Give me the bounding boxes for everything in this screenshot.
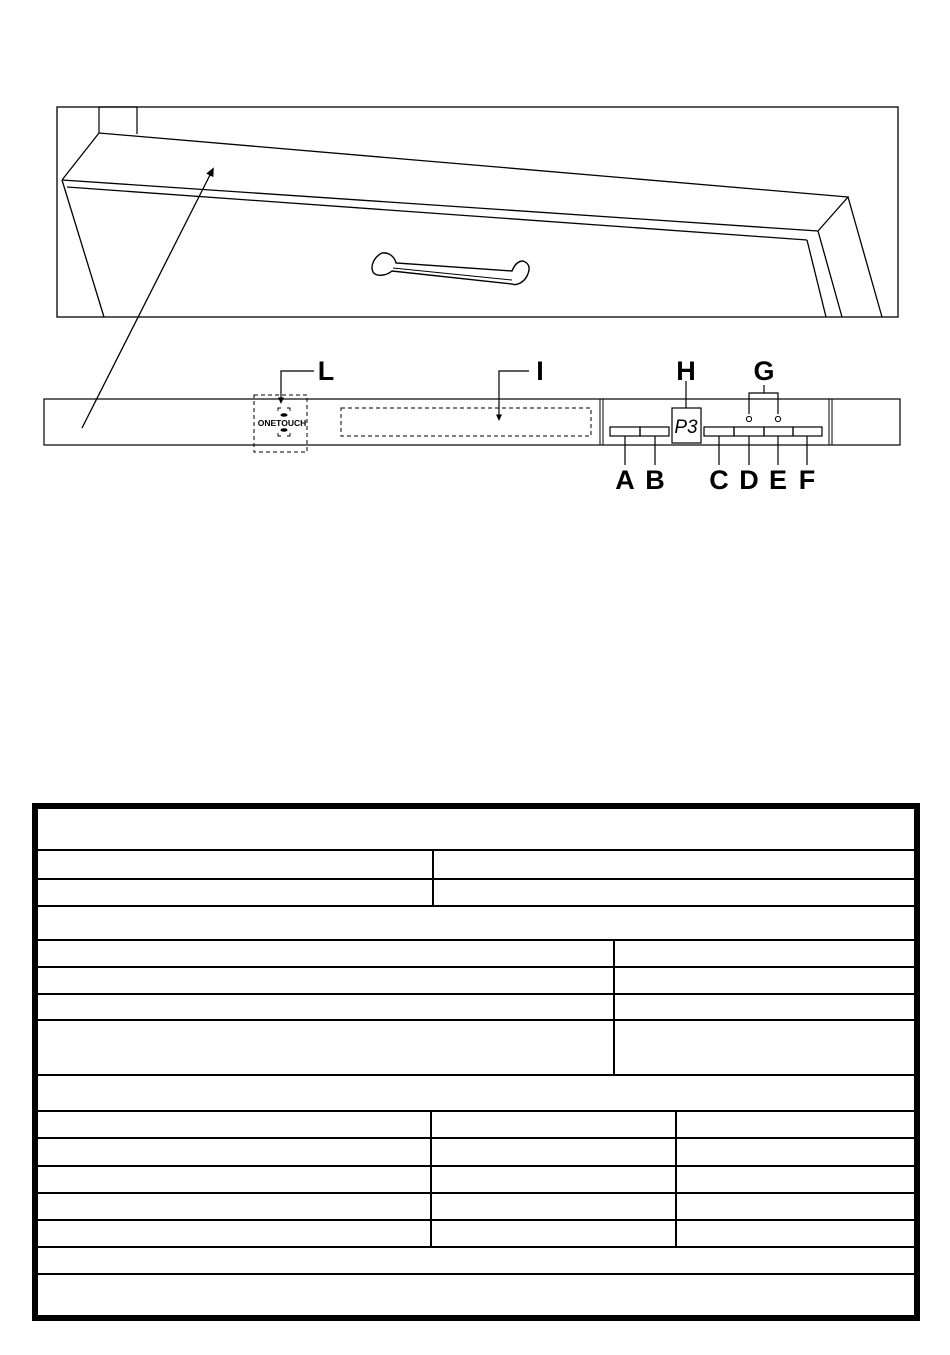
table-row xyxy=(38,941,914,968)
table-cell xyxy=(432,1194,677,1219)
callout-h: H xyxy=(676,356,696,386)
button-b[interactable] xyxy=(640,427,669,436)
callout-i: I xyxy=(536,356,544,386)
callout-c: C xyxy=(709,465,729,495)
table-section-row xyxy=(38,907,914,941)
table-row xyxy=(38,1167,914,1194)
label-zone xyxy=(341,408,591,436)
table-cell xyxy=(38,995,615,1019)
table-row xyxy=(38,1221,914,1248)
door-left-side xyxy=(62,180,104,317)
door-perspective-view xyxy=(57,107,898,317)
door-pointer-arrow xyxy=(82,171,212,428)
callout-l: L xyxy=(317,356,335,386)
table-cell xyxy=(432,1139,677,1165)
table-cell xyxy=(38,1139,432,1165)
table-cell xyxy=(38,968,615,993)
table-cell xyxy=(432,1112,677,1137)
callout-a: A xyxy=(615,465,635,495)
table-section-row xyxy=(38,1076,914,1112)
table-footer-row xyxy=(38,1275,914,1315)
countertop-corner xyxy=(99,107,137,134)
display-value: P3 xyxy=(674,417,698,438)
door-right-side xyxy=(848,197,882,317)
table-row xyxy=(38,1139,914,1167)
button-f[interactable] xyxy=(793,427,822,436)
indicator-light-2 xyxy=(775,416,780,421)
table-cell xyxy=(38,941,615,966)
control-panel-outline xyxy=(44,399,900,445)
callout-d: D xyxy=(739,465,759,495)
table-header-row xyxy=(38,809,914,851)
table-cell xyxy=(38,880,434,905)
table-row xyxy=(38,1021,914,1076)
table-cell xyxy=(38,1194,432,1219)
door-top-edge xyxy=(62,133,848,231)
table-cell xyxy=(38,851,434,878)
door-view-frame xyxy=(57,107,898,317)
table-row xyxy=(38,1112,914,1139)
button-d[interactable] xyxy=(734,427,764,436)
table-row xyxy=(38,995,914,1021)
table-row xyxy=(38,880,914,907)
callout-leaders xyxy=(281,371,807,465)
indicator-light-1 xyxy=(746,416,751,421)
table-row xyxy=(38,968,914,995)
table-cell xyxy=(432,1167,677,1192)
table-cell xyxy=(38,1221,432,1246)
callout-g: G xyxy=(753,356,775,386)
legend-table xyxy=(32,803,920,1321)
onetouch-logo-text: ONETOUCH xyxy=(257,418,307,428)
dishwasher-diagram xyxy=(0,0,950,560)
button-e[interactable] xyxy=(764,427,793,436)
table-row xyxy=(38,1194,914,1221)
button-a[interactable] xyxy=(610,427,640,436)
table-row xyxy=(38,1248,914,1275)
callout-e: E xyxy=(768,465,788,495)
callout-b: B xyxy=(645,465,665,495)
table-cell xyxy=(38,1112,432,1137)
table-cell xyxy=(38,1167,432,1192)
table-row xyxy=(38,851,914,880)
control-panel xyxy=(44,395,900,452)
table-cell xyxy=(38,1021,615,1074)
callout-f: F xyxy=(798,465,816,495)
button-c[interactable] xyxy=(704,427,734,436)
table-cell xyxy=(432,1221,677,1246)
onetouch-logo xyxy=(258,408,307,436)
